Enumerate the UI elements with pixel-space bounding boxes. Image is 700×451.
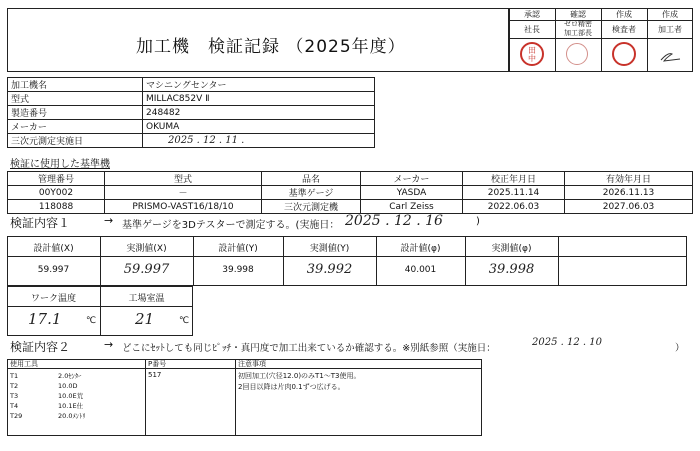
table-cell: 00Y002 bbox=[8, 186, 105, 200]
tool-number: T3 bbox=[10, 392, 19, 400]
table-cell: 三次元測定機 bbox=[262, 200, 361, 214]
info-label: 型式 bbox=[8, 92, 143, 106]
machine-info-row bbox=[8, 78, 375, 92]
tool-name: 10.0D bbox=[58, 382, 78, 390]
table-cell: 118088 bbox=[8, 200, 105, 214]
table-row bbox=[8, 186, 693, 200]
table-cell: Carl Zeiss bbox=[361, 200, 463, 214]
p-number-value: 517 bbox=[148, 371, 162, 379]
tool-item bbox=[10, 411, 85, 421]
info-label: 三次元測定実施日 bbox=[8, 134, 143, 148]
work-temp-unit: ℃ bbox=[86, 316, 97, 326]
machine-info-table bbox=[7, 77, 375, 148]
col-header: 管理番号 bbox=[8, 172, 105, 186]
machine-info-row bbox=[8, 120, 375, 134]
approval-role-machinist: 加工者 bbox=[658, 25, 682, 34]
approval-header-4: 作成 bbox=[662, 10, 678, 19]
col-header: 校正年月日 bbox=[463, 172, 565, 186]
approval-header-3: 作成 bbox=[616, 10, 632, 19]
approval-role-inspector: 検査者 bbox=[612, 25, 636, 34]
design-phi-header: 設計値(φ) bbox=[400, 244, 441, 254]
section1-heading: 検証内容１ bbox=[10, 216, 71, 230]
design-x-value: 59.997 bbox=[37, 265, 70, 275]
info-value: OKUMA bbox=[143, 120, 375, 134]
tool-item bbox=[10, 371, 85, 381]
machinist-signature bbox=[658, 48, 684, 64]
info-value: 248482 bbox=[143, 106, 375, 120]
info-label: 加工機名 bbox=[8, 78, 143, 92]
tool-item bbox=[10, 401, 85, 411]
table-cell: 基準ゲージ bbox=[262, 186, 361, 200]
measured-x-value: 59.997 bbox=[123, 262, 170, 277]
table-cell: 2026.11.13 bbox=[565, 186, 693, 200]
design-phi-value: 40.001 bbox=[404, 265, 437, 275]
notes-header: 注意事項 bbox=[238, 360, 266, 368]
info-label: 製造番号 bbox=[8, 106, 143, 120]
p-number-header: P番号 bbox=[148, 360, 167, 368]
measurement-date-handwritten: 2025 . 12 . 11 . bbox=[143, 134, 375, 148]
tools-header: 使用工具 bbox=[10, 360, 38, 368]
col-header: 型式 bbox=[105, 172, 262, 186]
approval-header-1: 承認 bbox=[524, 10, 540, 19]
approval-header-2: 確認 bbox=[570, 10, 586, 19]
approval-role-president: 社長 bbox=[524, 25, 540, 34]
tool-number: T1 bbox=[10, 372, 19, 380]
section2-date-close: ） bbox=[675, 343, 685, 354]
tool-item bbox=[10, 381, 85, 391]
table-cell: 2025.11.14 bbox=[463, 186, 565, 200]
equipment-heading: 検証に使用した基準機 bbox=[10, 159, 110, 170]
note-item: 2回目以降は片肉0.1ずつ広げる。 bbox=[238, 383, 345, 391]
section2-heading: 検証内容２ bbox=[10, 340, 71, 354]
col-header: 有効年月日 bbox=[565, 172, 693, 186]
tool-item bbox=[10, 391, 85, 401]
tool-number: T2 bbox=[10, 382, 19, 390]
table-cell: YASDA bbox=[361, 186, 463, 200]
table-cell: 2027.06.03 bbox=[565, 200, 693, 214]
machine-info-row bbox=[8, 106, 375, 120]
machine-info-row bbox=[8, 134, 375, 148]
tool-name: 20.0ﾒﾝﾄﾘ bbox=[58, 412, 86, 420]
president-seal: 田中 bbox=[520, 42, 544, 66]
approval-role-manager: ゼロ精密 加工部長 bbox=[564, 20, 592, 37]
section1-arrow: → bbox=[104, 214, 114, 227]
section2-date-handwritten: 2025 . 12 . 10 bbox=[532, 337, 602, 348]
design-y-header: 設計値(Y) bbox=[218, 244, 258, 254]
equipment-table bbox=[7, 171, 693, 214]
section2-arrow: → bbox=[104, 338, 114, 351]
tool-number: T29 bbox=[10, 412, 23, 420]
tool-name: 10.1E仕 bbox=[58, 402, 84, 410]
design-y-value: 39.998 bbox=[222, 265, 254, 275]
measured-phi-header: 実測値(φ) bbox=[491, 244, 532, 254]
work-temp-header: ワーク温度 bbox=[30, 294, 76, 304]
section1-date-handwritten: 2025 . 12 . 16 bbox=[345, 213, 443, 229]
manager-seal bbox=[566, 43, 588, 65]
tool-name: 10.0E荒 bbox=[58, 392, 84, 400]
section1-date-close: ) bbox=[476, 216, 480, 227]
col-header: 品名 bbox=[262, 172, 361, 186]
room-temp-unit: ℃ bbox=[179, 316, 190, 326]
tool-name: 2.0ｾﾝﾀｰ bbox=[58, 372, 82, 380]
inspector-seal bbox=[612, 42, 636, 66]
work-temp-value: 17.1 bbox=[28, 310, 62, 328]
table-cell: PRISMO-VAST16/18/10 bbox=[105, 200, 262, 214]
design-x-header: 設計値(X) bbox=[33, 244, 74, 254]
note-item: 初回加工(穴径12.0)のみT1～T3使用。 bbox=[238, 372, 361, 380]
tool-number: T4 bbox=[10, 402, 19, 410]
equipment-header-row bbox=[8, 172, 693, 186]
info-value: MILLAC852V Ⅱ bbox=[143, 92, 375, 106]
measured-x-header: 実測値(X) bbox=[126, 244, 167, 254]
room-temp-value: 21 bbox=[135, 310, 155, 328]
info-value: マシニングセンター bbox=[143, 78, 375, 92]
tool-list bbox=[10, 371, 85, 421]
measured-y-value: 39.992 bbox=[306, 262, 353, 277]
machine-info-row bbox=[8, 92, 375, 106]
measured-phi-value: 39.998 bbox=[488, 262, 535, 277]
measured-y-header: 実測値(Y) bbox=[309, 244, 350, 254]
table-cell: － bbox=[105, 186, 262, 200]
table-cell: 2022.06.03 bbox=[463, 200, 565, 214]
col-header: メーカー bbox=[361, 172, 463, 186]
section1-description: 基準ゲージを3Dテスターで測定する。(実施日： bbox=[122, 220, 340, 231]
notes-list bbox=[238, 371, 361, 393]
info-label: メーカー bbox=[8, 120, 143, 134]
section2-description: どこにｾｯﾄしても同じﾋﾟｯﾁ・真円度で加工出来ているか確認する。※別紙参照（実施日： bbox=[122, 343, 496, 354]
table-row bbox=[8, 200, 693, 214]
room-temp-header: 工場室温 bbox=[128, 294, 165, 304]
document-title: 加工機 検証記録 （2025年度） bbox=[136, 37, 406, 57]
